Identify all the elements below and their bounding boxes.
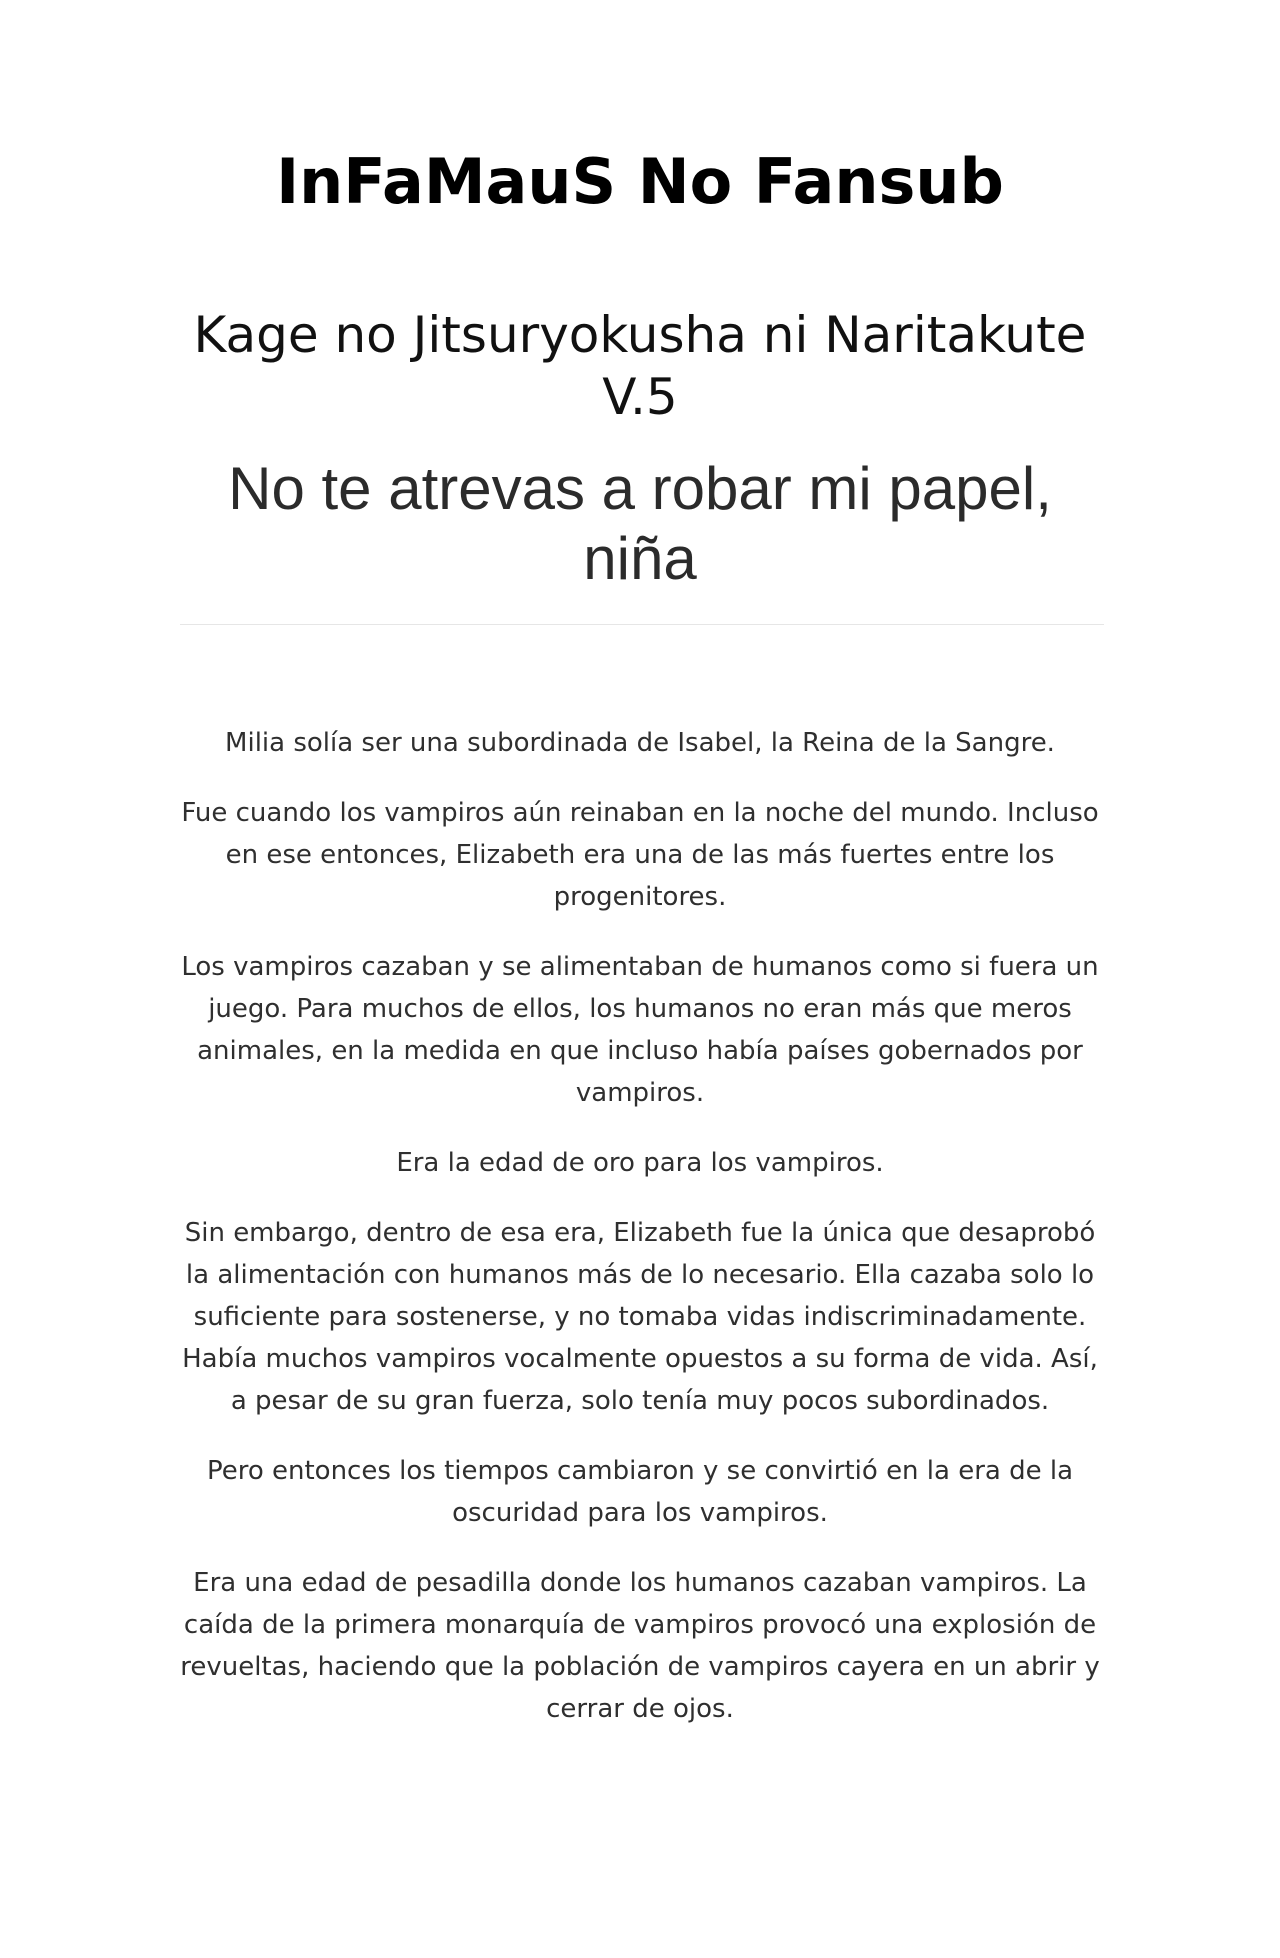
chapter-body: [180, 722, 1100, 1758]
paragraph: Milia solía ser una subordinada de Isabel, la Reina de la Sangre.: [225, 728, 1055, 758]
paragraph: Era una edad de pesadilla donde los humanos cazaban vampiros. La caída de la primera monarquía de vampiros provocó una explosión de revueltas, haciendo que la población de vampiros cayera en un abrir y cerrar de ojos.: [180, 1568, 1100, 1724]
paragraph: Fue cuando los vampiros aún reinaban en la noche del mundo. Incluso en ese entonces, Elizabeth era una de las más fuertes entre los progenitores.: [181, 798, 1099, 912]
paragraph: Pero entonces los tiempos cambiaron y se convirtió en la era de la oscuridad para los vampiros.: [206, 1456, 1074, 1528]
chapter-title: No te atrevas a robar mi papel, niña: [228, 455, 1052, 592]
site-title: InFaMauS No Fansub: [276, 145, 1004, 218]
paragraph: Los vampiros cazaban y se alimentaban de humanos como si fuera un juego. Para muchos de ellos, los humanos no eran más que meros animales, en la medida en que incluso había países gobernados por vampiros.: [181, 952, 1099, 1108]
section-divider: [180, 624, 1104, 625]
paragraph: Sin embargo, dentro de esa era, Elizabeth fue la única que desaprobó la alimentación con humanos más de lo necesario. Ella cazaba solo lo suficiente para sostenerse, y no tomaba vidas indiscriminadamente. Había muchos vampiros vocalmente opuestos a su forma de vida. Así, a pesar de su gran fuerza, solo tenía muy pocos subordinados.: [182, 1218, 1098, 1416]
paragraph: Era la edad de oro para los vampiros.: [396, 1148, 884, 1178]
series-title: Kage no Jitsuryokusha ni Naritakute V.5: [193, 306, 1087, 426]
